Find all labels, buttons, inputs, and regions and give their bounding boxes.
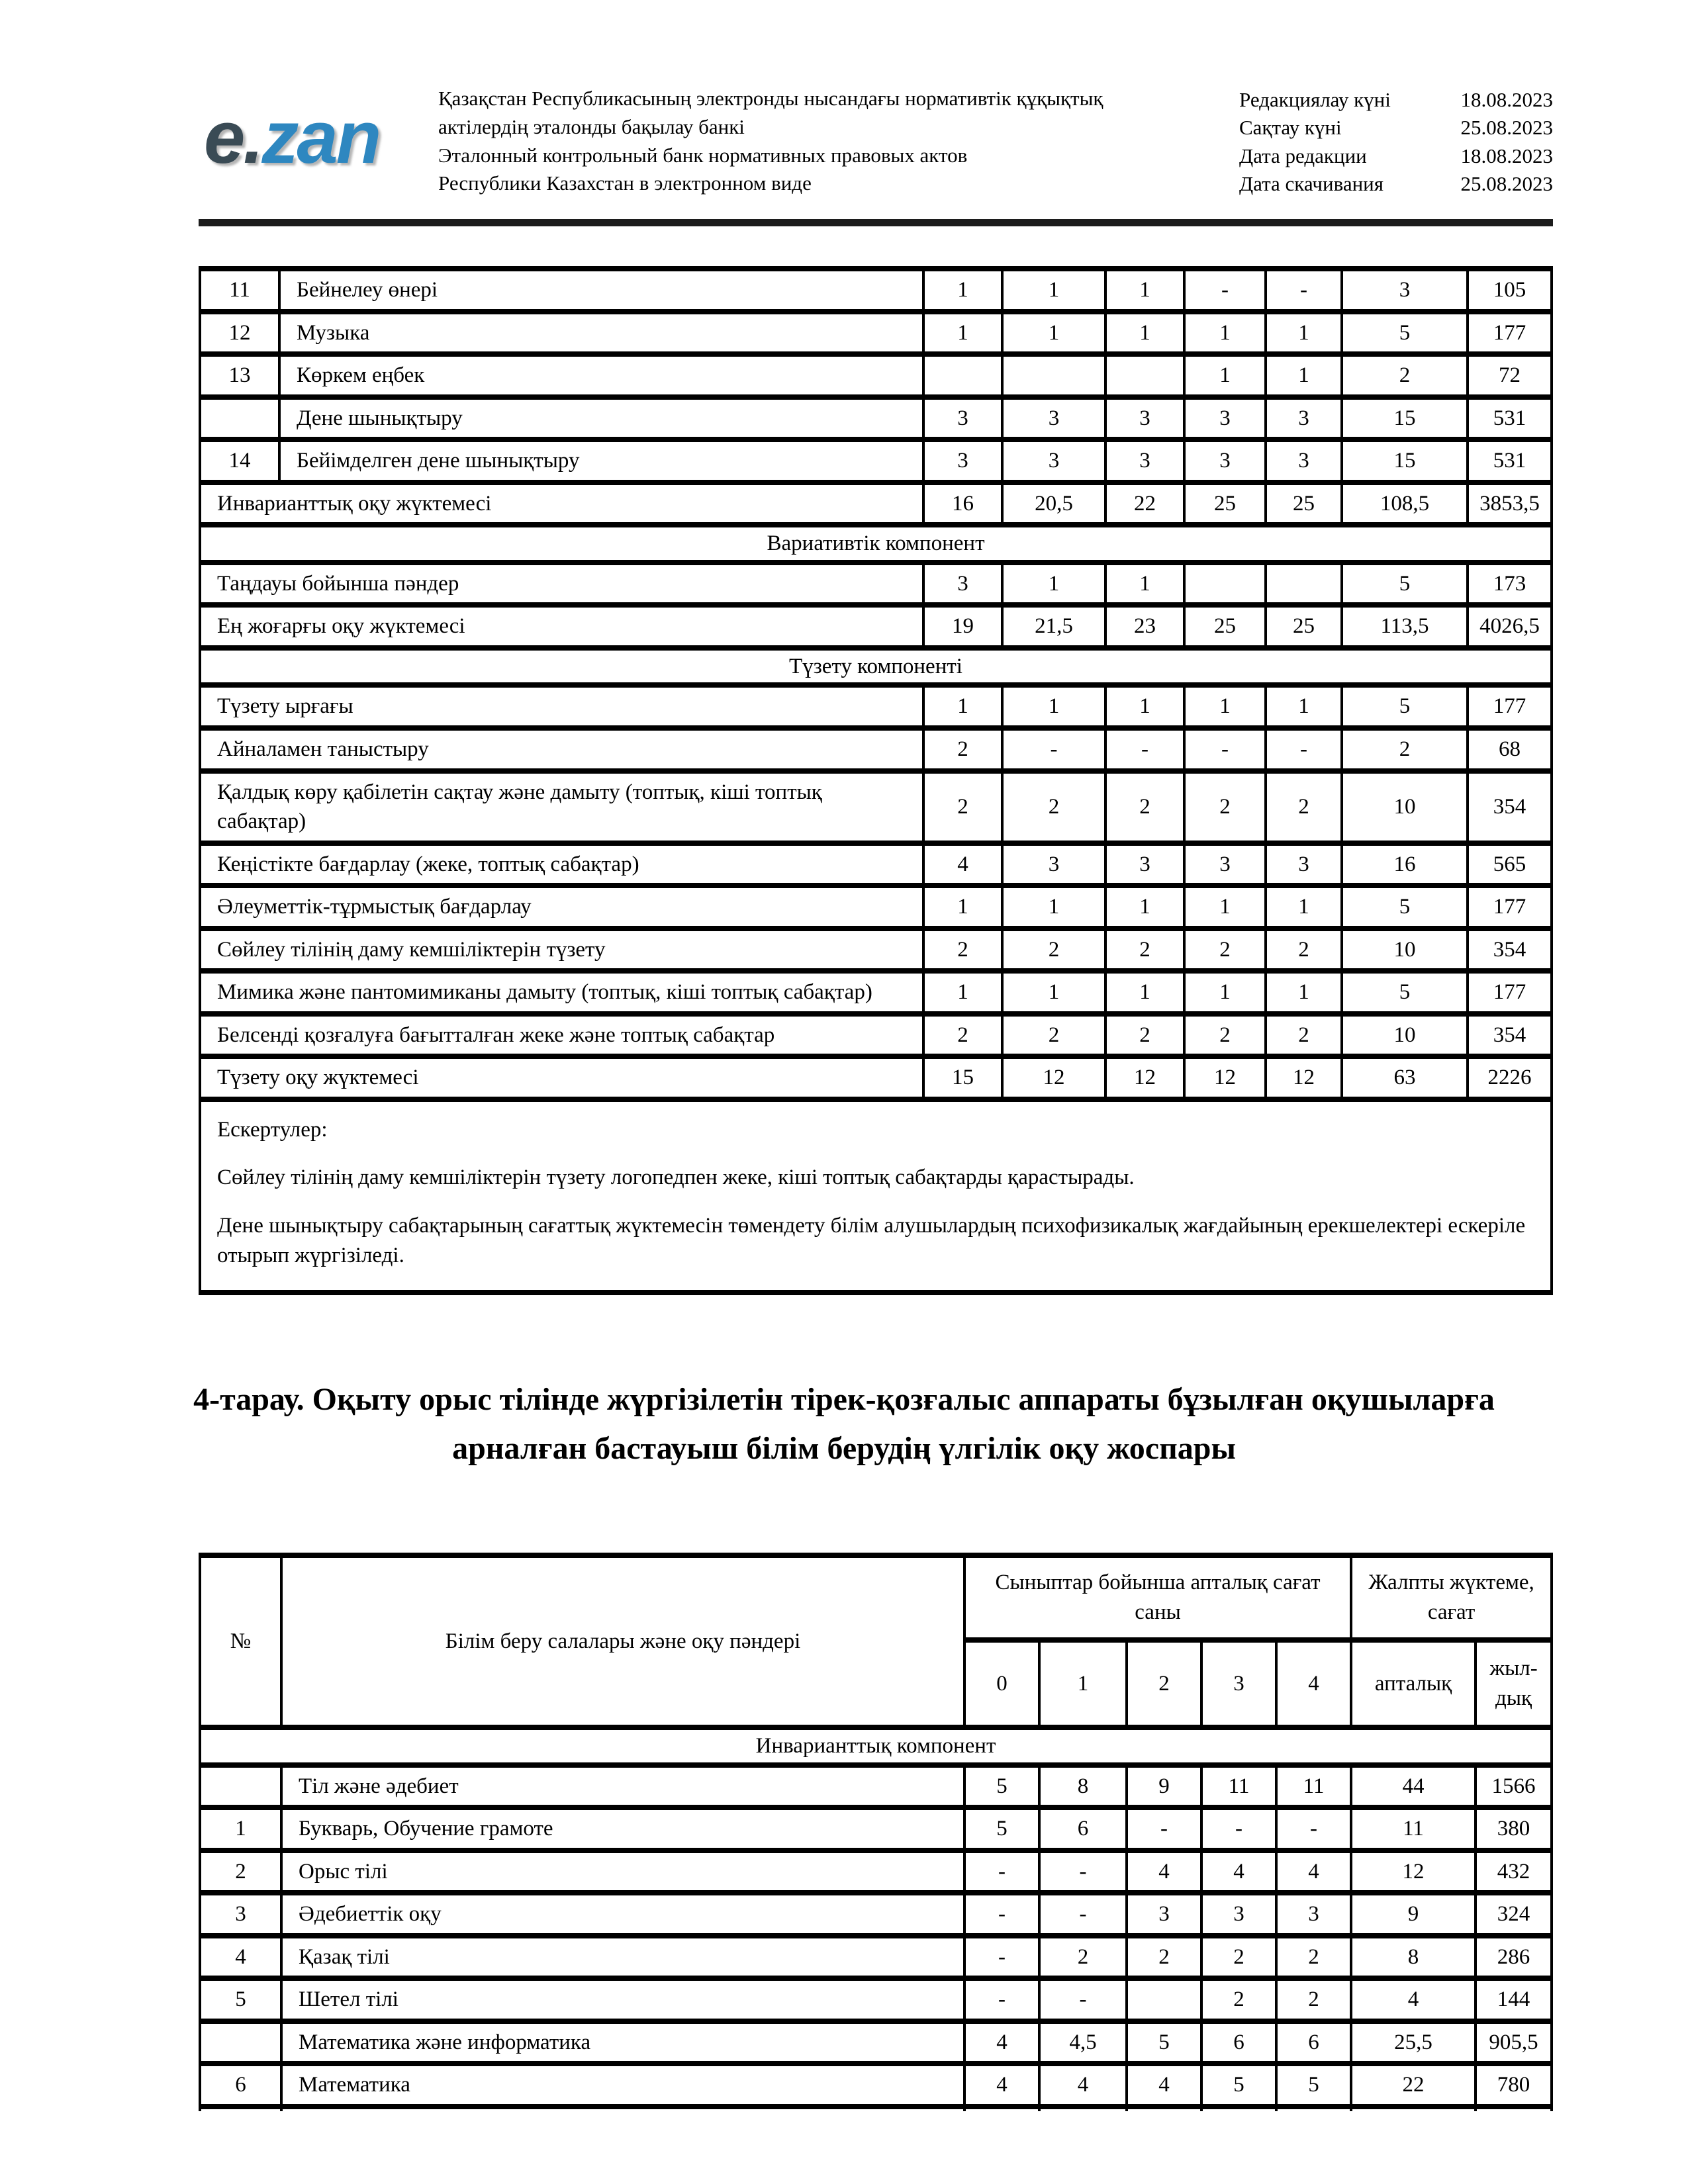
value-cell: 354 <box>1468 771 1552 843</box>
value-cell: 3 <box>1184 397 1266 440</box>
value-cell: - <box>964 1850 1039 1893</box>
value-cell: 2 <box>1184 929 1266 972</box>
row-label: Музыка <box>279 312 923 355</box>
subject-row <box>200 354 1552 397</box>
curriculum-table-chapter4 <box>199 1553 1553 2111</box>
value-cell: 2 <box>1276 1978 1351 2021</box>
row-label: Орыс тілі <box>281 1850 964 1893</box>
value-cell <box>923 354 1002 397</box>
value-cell: 1 <box>1002 971 1105 1014</box>
value-cell: 4 <box>923 843 1002 886</box>
col-header-weekly-hours-by-class: Сыныптар бойынша апталық сағат саны <box>964 1555 1351 1640</box>
value-cell: 19 <box>923 605 1002 648</box>
value-cell: 5 <box>1342 312 1468 355</box>
value-cell: 23 <box>1105 605 1184 648</box>
date-value: 25.08.2023 <box>1460 116 1553 140</box>
value-cell: - <box>964 1978 1039 2021</box>
value-cell: 1 <box>1184 685 1266 728</box>
cell <box>964 2107 1039 2111</box>
value-cell: 3 <box>923 397 1002 440</box>
value-cell: 15 <box>1342 439 1468 482</box>
row-number: 6 <box>200 2064 281 2107</box>
header-divider <box>199 219 1553 226</box>
value-cell: 2226 <box>1468 1056 1552 1099</box>
value-cell: 4 <box>964 2021 1039 2064</box>
row-label: Мимика және пантомимиканы дамыту (топтық, кіші топтық сабақтар) <box>200 971 923 1014</box>
value-cell: 2 <box>923 1014 1002 1057</box>
col-header-total-load: Жалпты жүктеме, сағат <box>1351 1555 1552 1640</box>
org-title-block <box>438 85 1226 198</box>
value-cell: - <box>1039 1978 1127 2021</box>
date-row-download-ru <box>1239 170 1553 198</box>
section-row <box>200 525 1552 563</box>
value-cell: 1 <box>1105 886 1184 929</box>
value-cell: 2 <box>1002 1014 1105 1057</box>
subject-row <box>200 269 1552 312</box>
value-cell: 6 <box>1276 2021 1351 2064</box>
value-cell: 44 <box>1351 1765 1476 1808</box>
value-cell: 1 <box>923 269 1002 312</box>
value-cell: 8 <box>1039 1765 1127 1808</box>
section-label: Инварианттық компонент <box>200 1727 1552 1765</box>
value-cell: 2 <box>1276 1936 1351 1979</box>
value-cell: - <box>1127 1807 1201 1850</box>
value-cell: 5 <box>964 1765 1039 1808</box>
value-cell: - <box>964 1936 1039 1979</box>
row-number: 2 <box>200 1850 281 1893</box>
value-cell: - <box>1184 269 1266 312</box>
value-cell: 354 <box>1468 929 1552 972</box>
row-label: Инварианттық оқу жүктемесі <box>200 482 923 525</box>
value-cell: 63 <box>1342 1056 1468 1099</box>
row-label: Тіл және әдебиет <box>281 1765 964 1808</box>
value-cell: 4 <box>1127 1850 1201 1893</box>
row-label: Бейнелеу өнері <box>279 269 923 312</box>
subject-row <box>200 312 1552 355</box>
value-cell: 3 <box>923 563 1002 606</box>
value-cell: 905,5 <box>1476 2021 1552 2064</box>
value-cell: 12 <box>1002 1056 1105 1099</box>
subject-row <box>200 2064 1552 2107</box>
value-cell: 2 <box>1201 1978 1276 2021</box>
value-cell: 3853,5 <box>1468 482 1552 525</box>
cell <box>281 2107 964 2111</box>
total-row <box>200 929 1552 972</box>
row-number: 14 <box>200 439 279 482</box>
value-cell <box>1127 1978 1201 2021</box>
value-cell: 5 <box>1276 2064 1351 2107</box>
date-label: Редакциялау күні <box>1239 88 1391 111</box>
col-header-grade: 0 <box>964 1640 1039 1727</box>
value-cell: 3 <box>1266 439 1342 482</box>
value-cell: 1 <box>1184 971 1266 1014</box>
header-row-groups <box>200 1555 1552 1640</box>
row-label: Математика және информатика <box>281 2021 964 2064</box>
value-cell: 1 <box>1002 886 1105 929</box>
value-cell: 2 <box>1002 929 1105 972</box>
value-cell: - <box>964 1893 1039 1936</box>
cell <box>1127 2107 1201 2111</box>
value-cell: 3 <box>1184 843 1266 886</box>
value-cell: 108,5 <box>1342 482 1468 525</box>
value-cell: 286 <box>1476 1936 1552 1979</box>
value-cell: - <box>1105 728 1184 771</box>
value-cell: 12 <box>1184 1056 1266 1099</box>
value-cell: 5 <box>1342 886 1468 929</box>
value-cell: 10 <box>1342 771 1468 843</box>
value-cell: 1 <box>1002 685 1105 728</box>
total-row <box>200 605 1552 648</box>
value-cell: 12 <box>1266 1056 1342 1099</box>
value-cell: 1 <box>1266 886 1342 929</box>
ezan-logo <box>204 96 380 179</box>
value-cell: 4 <box>1039 2064 1127 2107</box>
value-cell: 1 <box>1266 312 1342 355</box>
col-header-number: № <box>200 1555 281 1727</box>
logo-e-part: e. <box>204 96 262 179</box>
value-cell <box>1266 563 1342 606</box>
value-cell: 68 <box>1468 728 1552 771</box>
org-line-ru-1: Эталонный контрольный банк нормативных правовых актов <box>438 143 968 167</box>
col-header-grade: 2 <box>1127 1640 1201 1727</box>
row-number: 5 <box>200 1978 281 2021</box>
value-cell: 21,5 <box>1002 605 1105 648</box>
value-cell: 177 <box>1468 971 1552 1014</box>
value-cell: 3 <box>1002 439 1105 482</box>
cell <box>1276 2107 1351 2111</box>
value-cell: 10 <box>1342 1014 1468 1057</box>
value-cell: 5 <box>1342 685 1468 728</box>
value-cell: 11 <box>1276 1765 1351 1808</box>
value-cell: 2 <box>1184 771 1266 843</box>
col-header-yearly: жыл-дық <box>1476 1640 1552 1727</box>
curriculum-table-2 <box>199 1553 1553 2111</box>
value-cell: 2 <box>1127 1936 1201 1979</box>
row-label: Әдебиеттік оқу <box>281 1893 964 1936</box>
value-cell: 11 <box>1201 1765 1276 1808</box>
note-line: Ескертулер: <box>217 1117 328 1142</box>
value-cell: 2 <box>1266 771 1342 843</box>
value-cell: 1 <box>1184 886 1266 929</box>
date-row-edit-kk <box>1239 86 1553 114</box>
value-cell: - <box>1184 728 1266 771</box>
value-cell: 12 <box>1351 1850 1476 1893</box>
value-cell: 4 <box>1276 1850 1351 1893</box>
value-cell: 2 <box>1342 354 1468 397</box>
value-cell: 10 <box>1342 929 1468 972</box>
value-cell: 1 <box>1266 354 1342 397</box>
value-cell: 3 <box>923 439 1002 482</box>
value-cell: 2 <box>1039 1936 1127 1979</box>
cell <box>200 2107 281 2111</box>
value-cell: - <box>1276 1807 1351 1850</box>
total-row <box>200 971 1552 1014</box>
value-cell <box>1002 354 1105 397</box>
date-row-save-kk <box>1239 114 1553 142</box>
value-cell: 12 <box>1105 1056 1184 1099</box>
value-cell: 11 <box>1351 1807 1476 1850</box>
value-cell: 20,5 <box>1002 482 1105 525</box>
section-label: Вариативтік компонент <box>200 525 1552 563</box>
value-cell: 3 <box>1127 1893 1201 1936</box>
value-cell: 2 <box>923 929 1002 972</box>
row-label: Шетел тілі <box>281 1978 964 2021</box>
org-line-kk-1: Қазақстан Республикасының электронды нысандағы нормативтік құқықтық <box>438 87 1103 110</box>
section-row <box>200 648 1552 686</box>
partial-cut-row <box>200 2107 1552 2111</box>
notes-cell <box>200 1099 1552 1293</box>
value-cell: 15 <box>1342 397 1468 440</box>
value-cell: 3 <box>1002 397 1105 440</box>
value-cell: 6 <box>1201 2021 1276 2064</box>
value-cell: 1 <box>923 685 1002 728</box>
row-label: Математика <box>281 2064 964 2107</box>
chapter-4-title: 4-тарау. Оқыту орыс тілінде жүргізілетін тірек-қозғалыс аппараты бұзылған оқушыларға арналған бастауыш білім берудің үлгілік оқу жоспары <box>193 1382 1495 1467</box>
subject-row <box>200 1936 1552 1979</box>
col-header-grade: 4 <box>1276 1640 1351 1727</box>
value-cell: 1 <box>1184 354 1266 397</box>
date-label: Дата скачивания <box>1239 172 1384 196</box>
value-cell: 5 <box>1127 2021 1201 2064</box>
value-cell: 25 <box>1184 605 1266 648</box>
value-cell: - <box>1039 1893 1127 1936</box>
date-label: Дата редакции <box>1239 144 1367 167</box>
col-header-grade: 3 <box>1201 1640 1276 1727</box>
value-cell: 3 <box>1266 397 1342 440</box>
value-cell: 5 <box>1342 563 1468 606</box>
value-cell: 3 <box>1002 843 1105 886</box>
row-label: Қалдық көру қабілетін сақтау және дамыту (топтық, кіші топтық сабақтар) <box>200 771 923 843</box>
value-cell: 4 <box>1201 1850 1276 1893</box>
cell <box>1039 2107 1127 2111</box>
total-row <box>200 482 1552 525</box>
value-cell: 4 <box>964 2064 1039 2107</box>
value-cell: 1 <box>1266 685 1342 728</box>
subject-row <box>200 2021 1552 2064</box>
row-label: Сөйлеу тілінің даму кемшіліктерін түзету <box>200 929 923 972</box>
value-cell: 1 <box>1002 312 1105 355</box>
date-value: 18.08.2023 <box>1460 88 1553 111</box>
value-cell: 9 <box>1351 1893 1476 1936</box>
value-cell: 1 <box>1105 971 1184 1014</box>
row-label: Кеңістікте бағдарлау (жеке, топтық сабақтар) <box>200 843 923 886</box>
row-number: 1 <box>200 1807 281 1850</box>
value-cell: 2 <box>1342 728 1468 771</box>
value-cell: 1 <box>1105 312 1184 355</box>
row-label: Көркем еңбек <box>279 354 923 397</box>
value-cell: 4 <box>1351 1978 1476 2021</box>
row-number <box>200 397 279 440</box>
value-cell: 1 <box>1266 971 1342 1014</box>
value-cell: 2 <box>923 728 1002 771</box>
row-label: Түзету ырғағы <box>200 685 923 728</box>
value-cell: 1 <box>1002 269 1105 312</box>
value-cell: - <box>1002 728 1105 771</box>
value-cell: 8 <box>1351 1936 1476 1979</box>
value-cell: 3 <box>1105 439 1184 482</box>
value-cell: 15 <box>923 1056 1002 1099</box>
value-cell: 2 <box>1266 1014 1342 1057</box>
subject-row <box>200 397 1552 440</box>
subject-row <box>200 1893 1552 1936</box>
value-cell: 177 <box>1468 886 1552 929</box>
col-header-weekly: апталық <box>1351 1640 1476 1727</box>
value-cell: 25 <box>1266 605 1342 648</box>
date-value: 25.08.2023 <box>1460 172 1553 196</box>
subject-row <box>200 1807 1552 1850</box>
row-number: 3 <box>200 1893 281 1936</box>
value-cell: 22 <box>1351 2064 1476 2107</box>
value-cell: 380 <box>1476 1807 1552 1850</box>
value-cell: 25,5 <box>1351 2021 1476 2064</box>
value-cell: 177 <box>1468 685 1552 728</box>
value-cell: 432 <box>1476 1850 1552 1893</box>
row-number <box>200 2021 281 2064</box>
value-cell: 3 <box>1266 843 1342 886</box>
value-cell: 354 <box>1468 1014 1552 1057</box>
value-cell: 16 <box>923 482 1002 525</box>
value-cell: 22 <box>1105 482 1184 525</box>
curriculum-table-1 <box>199 266 1553 1295</box>
total-row <box>200 1014 1552 1057</box>
col-header-subjects: Білім беру салалары және оқу пәндері <box>281 1555 964 1727</box>
value-cell: 2 <box>1105 929 1184 972</box>
row-number <box>200 1765 281 1808</box>
value-cell: 1566 <box>1476 1765 1552 1808</box>
section-label: Түзету компоненті <box>200 648 1552 686</box>
value-cell: 3 <box>1105 397 1184 440</box>
value-cell: 4026,5 <box>1468 605 1552 648</box>
total-row <box>200 728 1552 771</box>
row-number: 4 <box>200 1936 281 1979</box>
value-cell: 5 <box>1342 971 1468 1014</box>
value-cell: 531 <box>1468 439 1552 482</box>
logo-zan-part: zan <box>261 96 380 179</box>
row-label: Букварь, Обучение грамоте <box>281 1807 964 1850</box>
row-label: Түзету оқу жүктемесі <box>200 1056 923 1099</box>
col-header-grade: 1 <box>1039 1640 1127 1727</box>
value-cell <box>1105 354 1184 397</box>
row-number: 13 <box>200 354 279 397</box>
org-line-kk-2: актілердің эталонды бақылау банкі <box>438 114 745 138</box>
value-cell: 6 <box>1039 1807 1127 1850</box>
value-cell: 5 <box>1201 2064 1276 2107</box>
curriculum-table-continuation <box>199 266 1553 1295</box>
value-cell: 1 <box>1105 685 1184 728</box>
value-cell: 4,5 <box>1039 2021 1127 2064</box>
value-cell: 1 <box>1105 563 1184 606</box>
cell <box>1201 2107 1276 2111</box>
total-row <box>200 886 1552 929</box>
total-row <box>200 843 1552 886</box>
value-cell: 2 <box>923 771 1002 843</box>
value-cell: 3 <box>1342 269 1468 312</box>
value-cell: - <box>1039 1850 1127 1893</box>
value-cell: 2 <box>1266 929 1342 972</box>
value-cell: 113,5 <box>1342 605 1468 648</box>
value-cell: 2 <box>1184 1014 1266 1057</box>
value-cell: 531 <box>1468 397 1552 440</box>
date-row-edit-ru <box>1239 142 1553 170</box>
value-cell: 5 <box>964 1807 1039 1850</box>
value-cell: 25 <box>1184 482 1266 525</box>
value-cell: 1 <box>1105 269 1184 312</box>
subject-row <box>200 439 1552 482</box>
value-cell: - <box>1201 1807 1276 1850</box>
value-cell: 1 <box>1002 563 1105 606</box>
value-cell: 177 <box>1468 312 1552 355</box>
value-cell: - <box>1266 269 1342 312</box>
row-label: Әлеуметтік-тұрмыстық бағдарлау <box>200 886 923 929</box>
total-row <box>200 563 1552 606</box>
value-cell: 780 <box>1476 2064 1552 2107</box>
value-cell: 16 <box>1342 843 1468 886</box>
value-cell: 3 <box>1201 1893 1276 1936</box>
subject-row <box>200 1765 1552 1808</box>
note-line: Дене шынықтыру сабақтарының сағаттық жүктемесін төмендету білім алушылардың психофизикалық жағдайының ерекшелектері ескеріле отырып жүргізіледі. <box>217 1214 1526 1267</box>
cell <box>1476 2107 1552 2111</box>
value-cell: 565 <box>1468 843 1552 886</box>
org-line-ru-2: Республики Казахстан в электронном виде <box>438 171 812 195</box>
value-cell: 9 <box>1127 1765 1201 1808</box>
row-label: Белсенді қозғалуға бағытталған жеке және топтық сабақтар <box>200 1014 923 1057</box>
note-line: Сөйлеу тілінің даму кемшіліктерін түзету логопедпен жеке, кіші топтық сабақтарды қарастырады. <box>217 1165 1135 1190</box>
total-row <box>200 1056 1552 1099</box>
value-cell: - <box>1266 728 1342 771</box>
value-cell: 2 <box>1105 771 1184 843</box>
section-row <box>200 1727 1552 1765</box>
subject-row <box>200 1850 1552 1893</box>
value-cell: 25 <box>1266 482 1342 525</box>
row-number: 11 <box>200 269 279 312</box>
dates-block <box>1239 86 1553 199</box>
value-cell: 144 <box>1476 1978 1552 2021</box>
value-cell: 2 <box>1002 771 1105 843</box>
row-label: Ең жоғарғы оқу жүктемесі <box>200 605 923 648</box>
value-cell: 105 <box>1468 269 1552 312</box>
row-label: Бейімделген дене шынықтыру <box>279 439 923 482</box>
value-cell: 324 <box>1476 1893 1552 1936</box>
notes-row <box>200 1099 1552 1293</box>
value-cell: 1 <box>923 312 1002 355</box>
value-cell: 4 <box>1127 2064 1201 2107</box>
value-cell: 1 <box>1184 312 1266 355</box>
total-row <box>200 685 1552 728</box>
value-cell: 173 <box>1468 563 1552 606</box>
value-cell: 3 <box>1276 1893 1351 1936</box>
date-value: 18.08.2023 <box>1460 144 1553 167</box>
total-row <box>200 771 1552 843</box>
row-label: Айналамен таныстыру <box>200 728 923 771</box>
value-cell <box>1184 563 1266 606</box>
row-label: Таңдауы бойынша пәндер <box>200 563 923 606</box>
row-label: Қазақ тілі <box>281 1936 964 1979</box>
cell <box>1351 2107 1476 2111</box>
subject-row <box>200 1978 1552 2021</box>
value-cell: 2 <box>1201 1936 1276 1979</box>
value-cell: 2 <box>1105 1014 1184 1057</box>
value-cell: 3 <box>1105 843 1184 886</box>
row-number: 12 <box>200 312 279 355</box>
value-cell: 1 <box>923 971 1002 1014</box>
row-label: Дене шынықтыру <box>279 397 923 440</box>
value-cell: 1 <box>923 886 1002 929</box>
value-cell: 72 <box>1468 354 1552 397</box>
date-label: Сақтау күні <box>1239 116 1342 140</box>
value-cell: 3 <box>1184 439 1266 482</box>
